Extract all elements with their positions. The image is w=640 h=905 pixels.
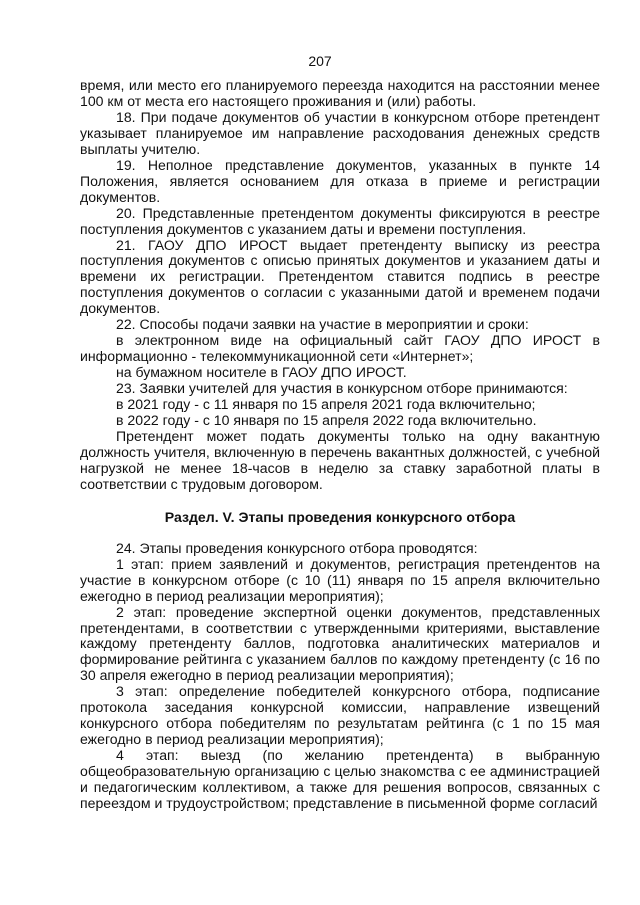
paragraph: время, или место его планируемого переезда находится на расстоянии менее 100 км от места его настоящего проживания и (или) работы. bbox=[80, 77, 600, 109]
paragraph: 19. Неполное представление документов, указанных в пункте 14 Положения, является основанием для отказа в приеме и регистрации документов. bbox=[80, 156, 600, 205]
page-number: 207 bbox=[308, 53, 332, 69]
paragraph: в электронном виде на официальный сайт ГАОУ ДПО ИРОСТ в информационно - телекоммуникационной сети «Интернет»; bbox=[80, 332, 600, 365]
paragraph: 23. Заявки учителей для участия в конкурсном отборе принимаются: bbox=[116, 380, 568, 397]
paragraph: 3 этап: определение победителей конкурсного отбора, подписание протокола заседания конкурсной комиссии, направление извещений конкурсного отбора победителям по результатам рейтинга (с 1 по 15 мая ежегодно в период реализации мероприятия); bbox=[80, 683, 600, 748]
paragraph: 18. При подаче документов об участии в конкурсном отборе претендент указывает планируемое им направление расходования денежных средств выплаты учителю. bbox=[80, 108, 600, 157]
paragraphs-before-heading bbox=[80, 78, 600, 493]
paragraph: 24. Этапы проведения конкурсного отбора проводятся: bbox=[116, 539, 478, 556]
paragraph: в 2021 году - с 11 января по 15 апреля 2021 года включительно; bbox=[116, 396, 536, 413]
section-heading: Раздел. V. Этапы проведения конкурсного отбора bbox=[164, 508, 516, 525]
paragraph: Претендент может подать документы только на одну вакантную должность учителя, включенную в перечень вакантных должностей, с учебной нагрузкой не менее 18-часов в неделю за ставку заработной платы в соответствии с трудовым договором. bbox=[80, 427, 600, 492]
paragraph: 21. ГАОУ ДПО ИРОСТ выдает претенденту выписку из реестра поступления документов с описью принятых документов и указанием даты и времени их регистрации. Претендентом ставится подпись в реестре поступления документов о согласии с указанными датой и временем подачи документов. bbox=[80, 236, 600, 317]
paragraph: 2 этап: проведение экспертной оценки документов, представленных претендентами, в соответствии с утвержденными критериями, выставление каждому претенденту баллов, подготовка аналитических материалов и формирование рейтинга с указанием баллов по каждому претенденту (с 16 по 30 апреля ежегодно в период реализации мероприятия); bbox=[80, 603, 600, 684]
paragraph: 4 этап: выезд (по желанию претендента) в выбранную общеобразовательную организацию с целью знакомства с ее администрацией и педагогическим коллективом, а также для решения вопросов, связанных с переездом и трудоустройством; представление в письменной форме согласий bbox=[80, 747, 600, 811]
paragraph: в 2022 году - с 10 января по 15 апреля 2022 года включительно. bbox=[116, 412, 537, 429]
paragraph: 20. Представленные претендентом документы фиксируются в реестре поступления документов с указанием даты и времени поступления. bbox=[80, 204, 600, 237]
document-body bbox=[80, 78, 600, 812]
paragraph: 22. Способы подачи заявки на участие в мероприятии и сроки: bbox=[116, 316, 529, 333]
paragraph: 1 этап: прием заявлений и документов, регистрация претендентов на участие в конкурсном отборе (с 10 (11) января по 15 апреля включительно ежегодно в период реализации мероприятия); bbox=[80, 555, 600, 604]
paragraphs-after-heading bbox=[80, 541, 600, 812]
paragraph: на бумажном носителе в ГАОУ ДПО ИРОСТ. bbox=[116, 364, 407, 381]
